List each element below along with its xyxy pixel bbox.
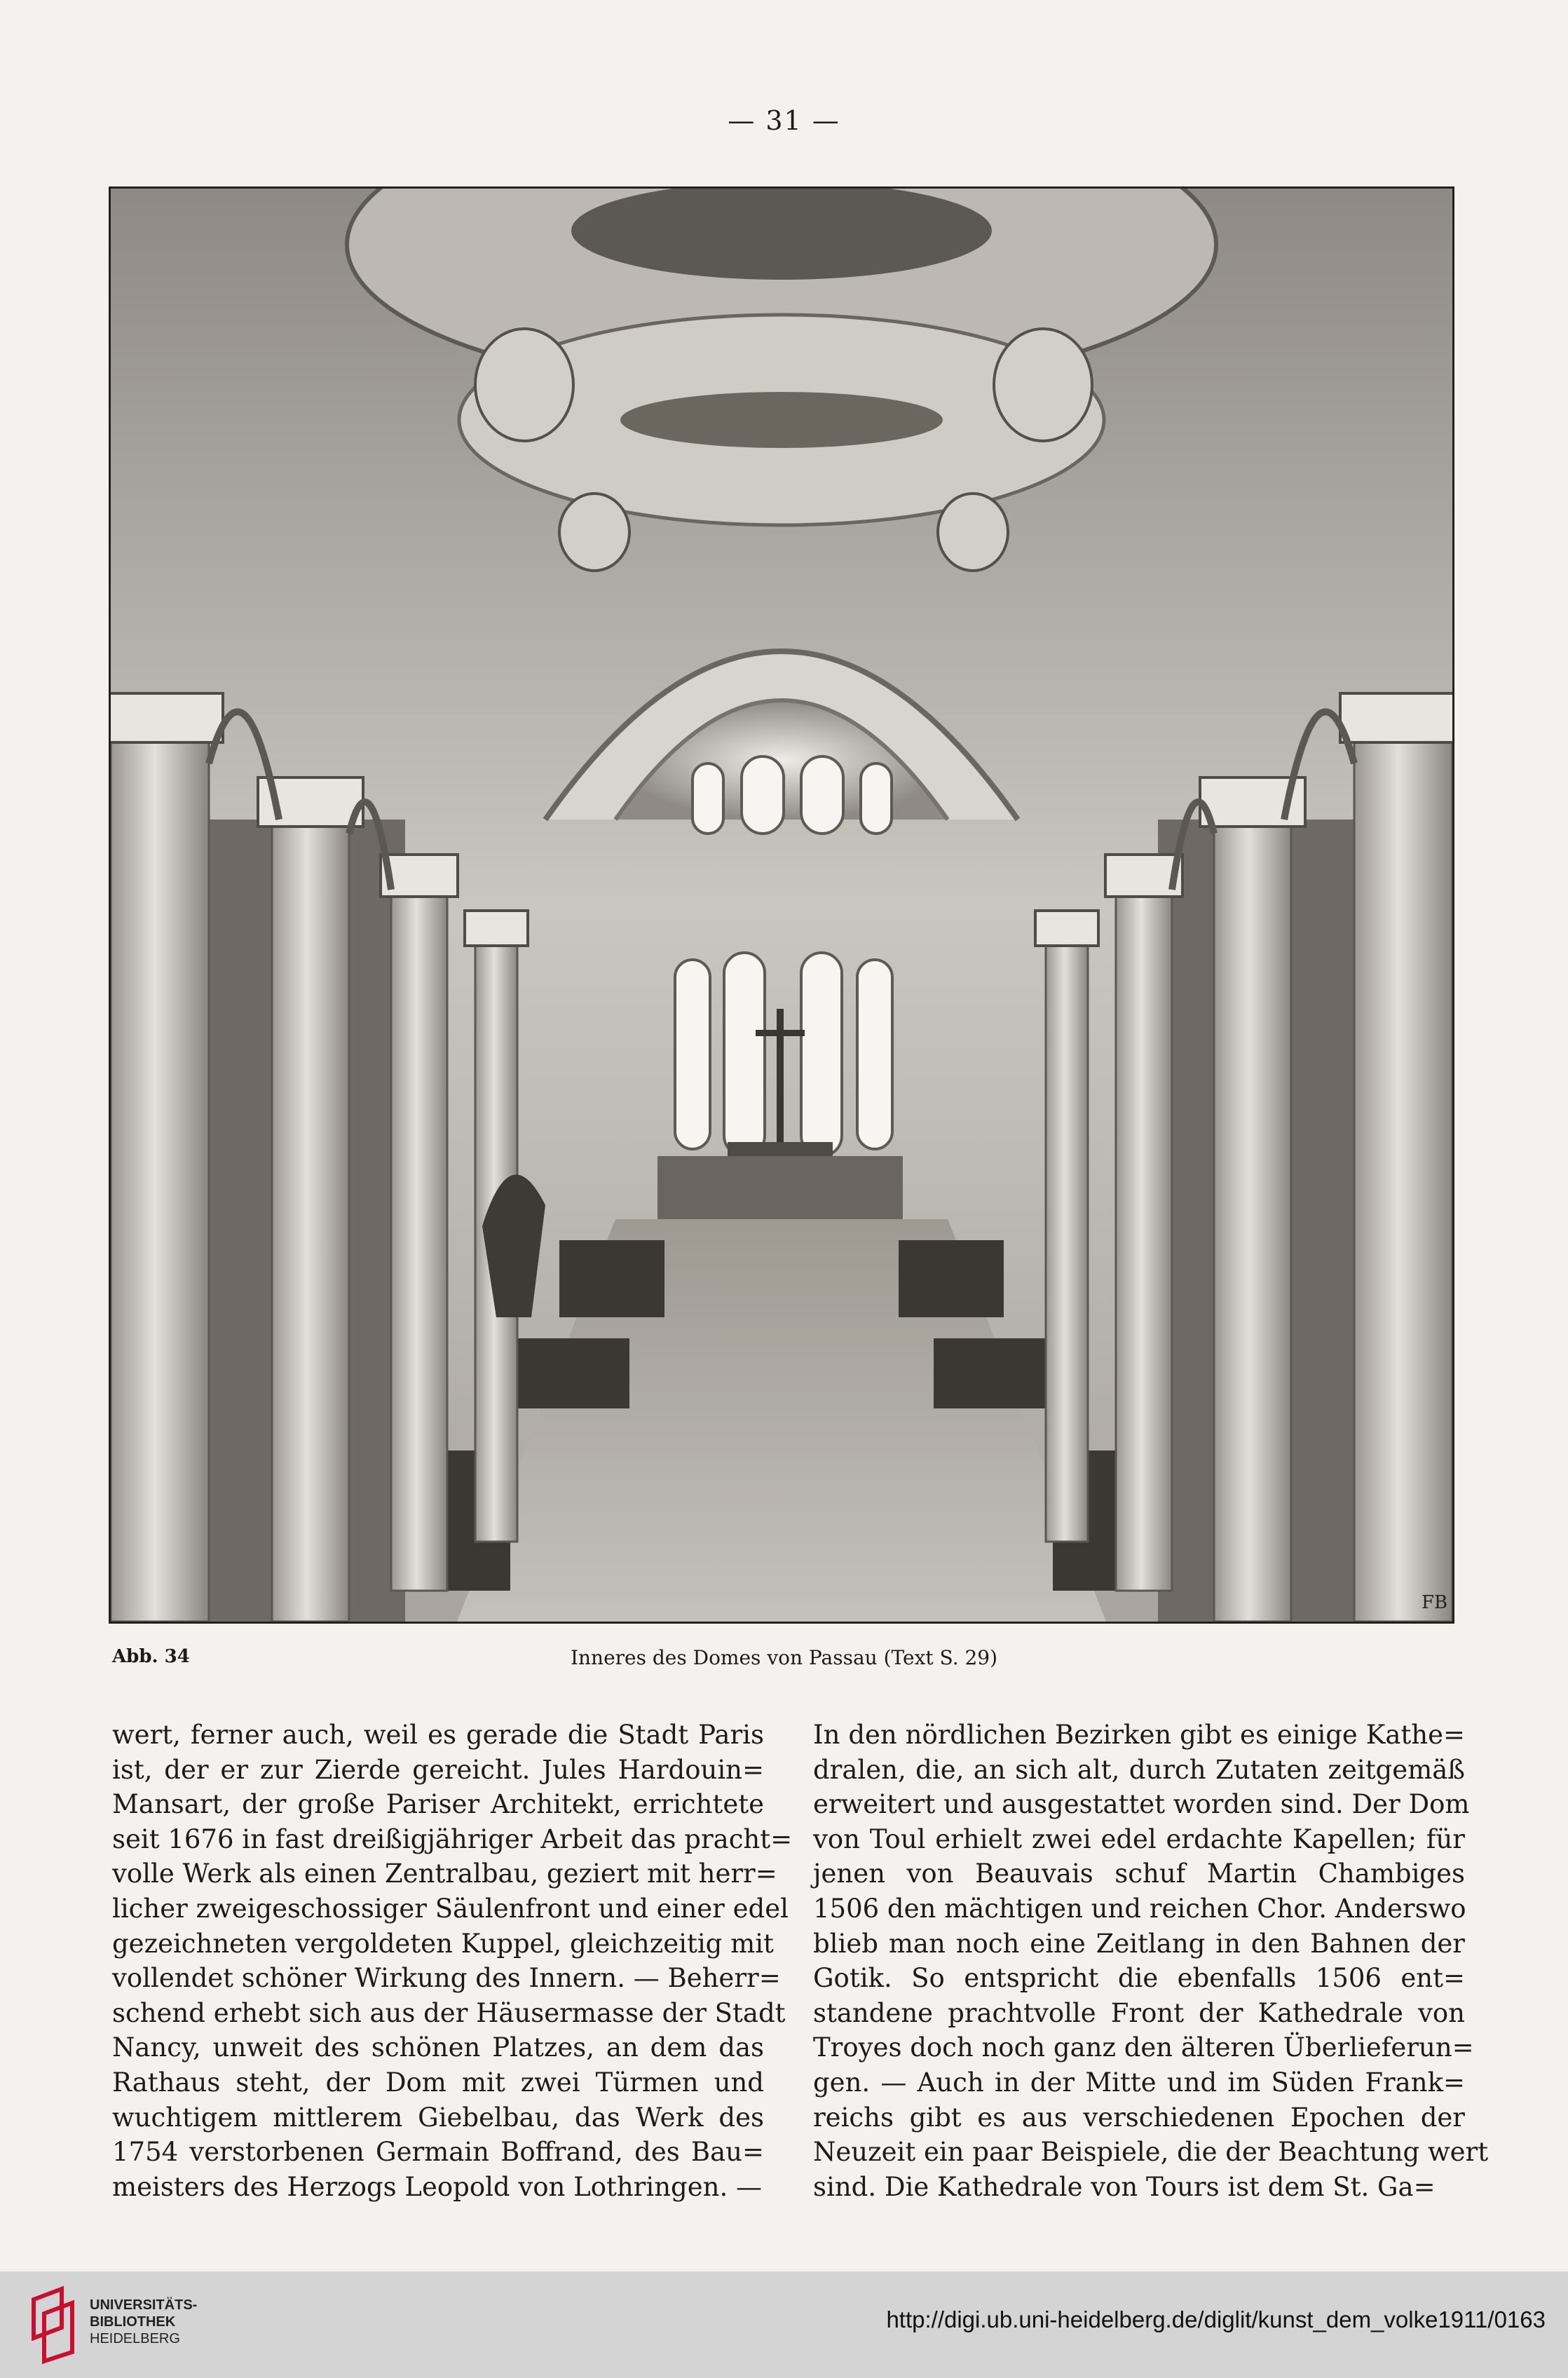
figure-caption: Inneres des Domes von Passau (Text S. 29): [570, 1646, 998, 1669]
text-line: gen. — Auch in der Mitte und im Süden Frank=: [813, 2067, 1465, 2098]
text-line: wuchtigem mittlerem Giebelbau, das Werk des: [112, 2102, 764, 2133]
text-line: Troyes doch noch ganz den älteren Überlieferun=: [813, 2032, 1474, 2063]
text-line: von Toul erhielt zwei edel erdachte Kapellen; für: [813, 1823, 1465, 1854]
text-line: vollendet schöner Wirkung des Innern. — Beherr=: [112, 1963, 781, 1994]
text-line: jenen von Beauvais schuf Martin Chambiges: [813, 1859, 1465, 1889]
ub-heidelberg-logo-icon[interactable]: [20, 2285, 86, 2364]
text-line: meisters des Herzogs Leopold von Lothringen. —: [112, 2171, 762, 2202]
text-line: schend erhebt sich aus der Häusermasse der Stadt: [112, 1997, 786, 2028]
text-line: 1506 den mächtigen und reichen Chor. Anderswo: [813, 1893, 1466, 1924]
figure-label: Abb. 34: [112, 1646, 190, 1667]
text-line: blieb man noch eine Zeitlang in den Bahnen der: [813, 1928, 1465, 1959]
text-line: Nancy, unweit des schönen Platzes, an dem das: [112, 2032, 764, 2063]
text-column-right: [813, 1718, 1489, 2204]
text-line: Neuzeit ein paar Beispiele, die der Beachtung wert: [813, 2137, 1489, 2168]
text-line: ist, der er zur Zierde gereicht. Jules Hardouin=: [112, 1754, 764, 1785]
permalink-url[interactable]: http://digi.ub.uni-heidelberg.de/diglit/kunst_dem_volke1911/0163: [886, 2306, 1546, 2332]
photo-monogram: FB: [1422, 1592, 1448, 1613]
text-line: licher zweigeschossiger Säulenfront und einer edel: [112, 1893, 789, 1924]
cathedral-interior-photo: [109, 186, 1454, 1624]
library-name-line: BIBLIOTHEK: [90, 2314, 176, 2330]
text-line: sind. Die Kathedrale von Tours ist dem St. Ga=: [813, 2171, 1436, 2202]
text-line: Mansart, der große Pariser Architekt, errichtete: [112, 1789, 764, 1820]
library-name[interactable]: [90, 2297, 197, 2347]
text-column-left: [112, 1718, 793, 2204]
library-name-line: UNIVERSITÄTS-: [90, 2297, 198, 2313]
text-line: erweitert und ausgestattet worden sind. Der Dom: [813, 1789, 1470, 1820]
text-line: reichs gibt es aus verschiedenen Epochen der: [813, 2102, 1465, 2133]
page-number: — 31 —: [728, 105, 840, 136]
library-name-line: HEIDELBERG: [90, 2331, 180, 2346]
text-line: 1754 verstorbenen Germain Boffrand, des Bau=: [112, 2137, 764, 2168]
digitization-footer: [0, 2271, 1568, 2378]
text-line: seit 1676 in fast dreißigjähriger Arbeit das pracht=: [112, 1823, 793, 1854]
text-line: wert, ferner auch, weil es gerade die Stadt Paris: [112, 1720, 764, 1750]
text-line: gezeichneten vergoldeten Kuppel, gleichzeitig mit: [112, 1928, 774, 1959]
text-line: In den nördlichen Bezirken gibt es einige Kathe=: [813, 1720, 1465, 1750]
text-line: Rathaus steht, der Dom mit zwei Türmen und: [112, 2067, 764, 2098]
text-line: standene prachtvolle Front der Kathedrale von: [813, 1997, 1465, 2028]
text-line: Gotik. So entspricht die ebenfalls 1506 ent=: [813, 1963, 1465, 1994]
text-line: dralen, die, an sich alt, durch Zutaten zeitgemäß: [813, 1754, 1465, 1785]
text-line: volle Werk als einen Zentralbau, geziert mit herr=: [112, 1859, 777, 1889]
